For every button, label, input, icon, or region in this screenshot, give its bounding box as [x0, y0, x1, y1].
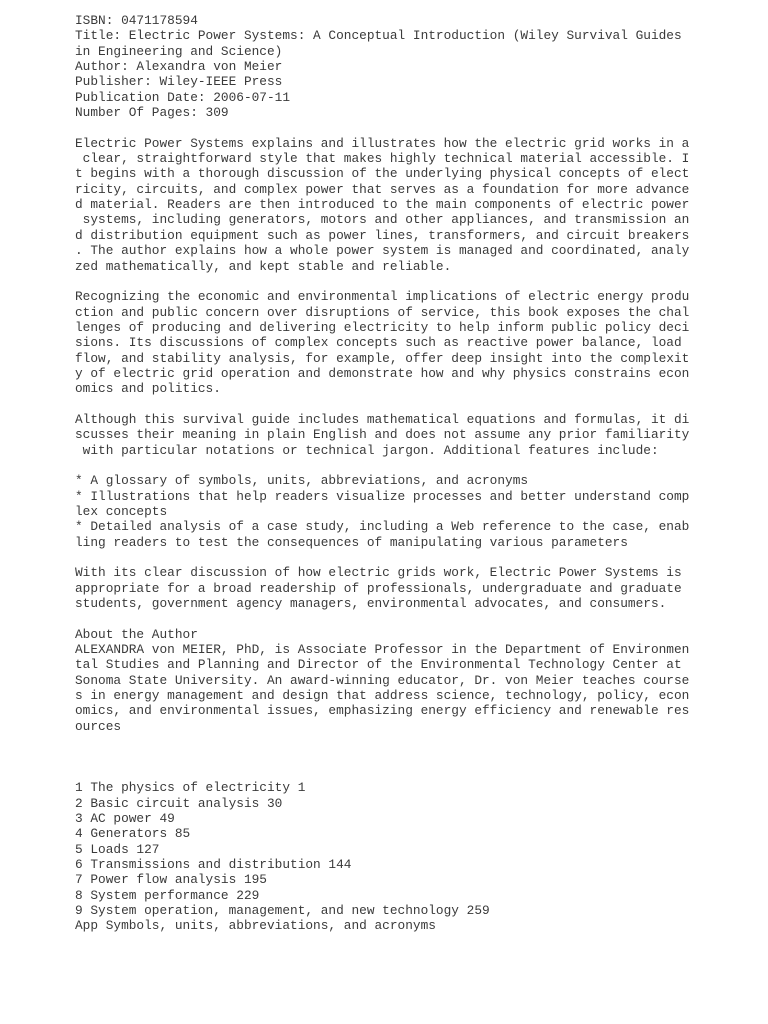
toc-item: 4 Generators 85: [75, 826, 191, 842]
text-line: omics and politics.: [75, 381, 221, 397]
author-line: Author: Alexandra von Meier: [75, 59, 283, 75]
toc-item: 3 AC power 49: [75, 810, 175, 826]
title-line: Title: Electric Power Systems: A Conceptual Introduction (Wiley Survival Guides: [75, 28, 682, 44]
text-line: ALEXANDRA von MEIER, PhD, is Associate Professor in the Department of Environmen: [75, 642, 690, 658]
text-line: Electric Power Systems explains and illustrates how the electric grid works in a: [75, 135, 690, 151]
text-line: tal Studies and Planning and Director of the Environmental Technology Center at: [75, 657, 682, 673]
description-paragraph-3: [75, 412, 755, 458]
list-item: * Detailed analysis of a case study, including a Web reference to the case, enab: [75, 519, 690, 535]
description-paragraph-2: [75, 289, 755, 396]
toc-item: 7 Power flow analysis 195: [75, 872, 267, 888]
text-line: With its clear discussion of how electric grids work, Electric Power Systems is: [75, 565, 682, 581]
toc-item: 9 System operation, management, and new technology 259: [75, 902, 490, 918]
toc-item: 2 Basic circuit analysis 30: [75, 795, 283, 811]
text-line: lenges of producing and delivering electricity to help inform public policy deci: [75, 319, 690, 335]
toc-item: App Symbols, units, abbreviations, and acronyms: [75, 918, 436, 934]
text-line: d material. Readers are then introduced to the main components of electric power: [75, 197, 690, 213]
text-line: scusses their meaning in plain English and does not assume any prior familiarity: [75, 427, 690, 443]
toc-item: 8 System performance 229: [75, 887, 260, 903]
text-line: zed mathematically, and kept stable and reliable.: [75, 258, 452, 274]
text-line: d distribution equipment such as power lines, transformers, and circuit breakers: [75, 227, 690, 243]
text-line: ricity, circuits, and complex power that serves as a foundation for more advance: [75, 181, 690, 197]
text-line: Sonoma State University. An award-winning educator, Dr. von Meier teaches course: [75, 672, 690, 688]
page-count-line: Number Of Pages: 309: [75, 105, 229, 121]
document-page: [75, 13, 755, 934]
text-line: ources: [75, 718, 122, 734]
features-list: [75, 473, 755, 550]
toc-item: 1 The physics of electricity 1: [75, 780, 306, 796]
text-line: omics, and environmental issues, emphasizing energy efficiency and renewable res: [75, 703, 690, 719]
description-paragraph-1: [75, 136, 755, 274]
about-author-section: [75, 627, 755, 734]
list-item: ling readers to test the consequences of manipulating various parameters: [75, 534, 628, 550]
text-line: Although this survival guide includes mathematical equations and formulas, it di: [75, 411, 690, 427]
list-item: * Illustrations that help readers visualize processes and better understand comp: [75, 488, 690, 504]
section-heading: About the Author: [75, 626, 198, 642]
text-line: students, government agency managers, environmental advocates, and consumers.: [75, 596, 667, 612]
text-line: . The author explains how a whole power system is managed and coordinated, analy: [75, 243, 690, 259]
text-line: t begins with a thorough discussion of the underlying physical concepts of elect: [75, 166, 690, 182]
text-line: ction and public concern over disruptions of service, this book exposes the chal: [75, 304, 690, 320]
list-item: * A glossary of symbols, units, abbreviations, and acronyms: [75, 473, 529, 489]
text-line: s in energy management and design that address science, technology, policy, econ: [75, 688, 690, 704]
publication-date-line: Publication Date: 2006-07-11: [75, 89, 291, 105]
publisher-line: Publisher: Wiley-IEEE Press: [75, 74, 283, 90]
metadata-block: [75, 13, 755, 120]
title-line-cont: in Engineering and Science): [75, 43, 283, 59]
text-line: appropriate for a broad readership of professionals, undergraduate and graduate: [75, 580, 682, 596]
toc-item: 6 Transmissions and distribution 144: [75, 856, 352, 872]
table-of-contents: [75, 780, 755, 933]
text-line: sions. Its discussions of complex concepts such as reactive power balance, load: [75, 335, 682, 351]
description-paragraph-4: [75, 565, 755, 611]
text-line: systems, including generators, motors and other appliances, and transmission an: [75, 212, 690, 228]
text-line: Recognizing the economic and environmental implications of electric energy produ: [75, 289, 690, 305]
isbn-line: ISBN: 0471178594: [75, 13, 198, 28]
toc-item: 5 Loads 127: [75, 841, 160, 857]
list-item: lex concepts: [75, 504, 168, 519]
text-line: with particular notations or technical jargon. Additional features include:: [75, 442, 659, 458]
text-line: flow, and stability analysis, for example, offer deep insight into the complexit: [75, 350, 690, 366]
text-line: clear, straightforward style that makes highly technical material accessible. I: [75, 151, 690, 167]
text-line: y of electric grid operation and demonstrate how and why physics constrains econ: [75, 365, 690, 381]
